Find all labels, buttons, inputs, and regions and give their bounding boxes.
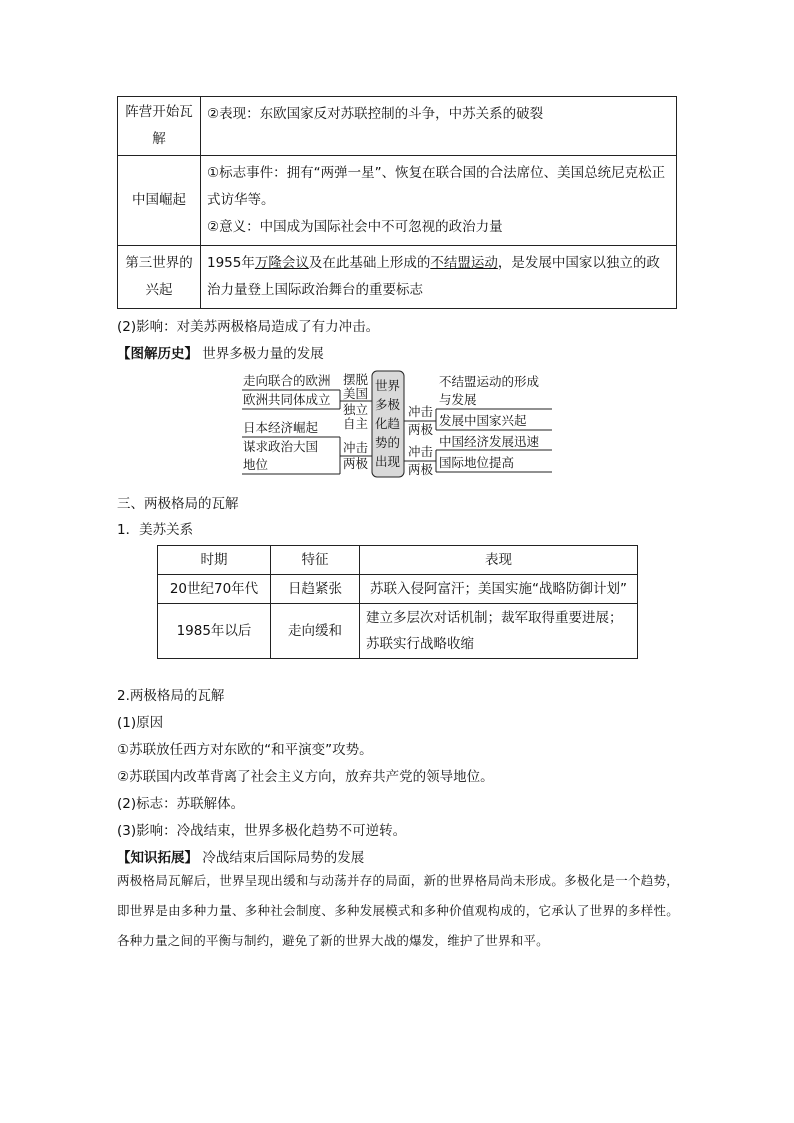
- table-row: [118, 156, 677, 246]
- text-segment: 及在此基础上形成的: [308, 255, 431, 271]
- table-cell: 建立多层次对话机制；裁军取得重要进展；苏联实行战略收缩: [360, 604, 638, 659]
- table-header-cell: 特征: [271, 546, 360, 575]
- table-us-soviet-relations: [157, 545, 638, 659]
- subsection-heading: 2.两极格局的瓦解: [117, 688, 225, 704]
- diagram-mid-1a: 摆脱: [343, 372, 369, 387]
- diagram-heading: [117, 342, 324, 362]
- diagram-right-label-2a: 冲击: [408, 444, 434, 459]
- diagram-left-4b: 地位: [243, 457, 269, 472]
- table-cell-value: [201, 97, 677, 156]
- diagram-right-3: 中国经济发展迅速: [439, 434, 540, 449]
- diagram-mid-3a: 冲击: [343, 440, 369, 455]
- cause-item: ②苏联国内改革背离了社会主义方向，放弃共产党的领导地位。: [117, 769, 494, 785]
- table-cell: 日趋紧张: [271, 575, 360, 604]
- diagram-left-1: 走向联合的欧洲: [243, 373, 331, 388]
- table-cell-key: 阵营开始瓦解: [118, 97, 201, 156]
- multipolar-diagram: [240, 368, 552, 480]
- diagram-right-4: 国际地位提高: [439, 455, 515, 470]
- heading-title: 冷战结束后国际局势的发展: [202, 850, 365, 866]
- table-cell-line: ②表现：东欧国家反对苏联控制的斗争，中苏关系的破裂: [207, 106, 544, 122]
- diagram-mid-2a: 独立: [343, 402, 369, 417]
- diagram-left-3: 日本经济崛起: [243, 420, 319, 435]
- underlined-term: 万隆会议: [254, 255, 309, 271]
- table-cell: 走向缓和: [271, 604, 360, 659]
- diagram-right-1a: 不结盟运动的形成: [439, 374, 540, 389]
- diagram-right-1b: 与发展: [439, 392, 477, 407]
- subsection-heading: 1．美苏关系: [117, 522, 194, 538]
- table-cold-war-forces: [117, 96, 677, 309]
- extension-heading: [117, 846, 364, 866]
- diagram-right-label-1b: 两极: [408, 422, 434, 437]
- cause-heading: (1)原因: [117, 715, 164, 731]
- diagram-left-4a: 谋求政治大国: [243, 439, 319, 454]
- table-row: [158, 575, 638, 604]
- impact-line: (2)影响：对美苏两极格局造成了有力冲击。: [117, 319, 380, 335]
- table-cell-line: ①标志事件：拥有“两弹一星”、恢复在联合国的合法席位、美国总统尼克松正式访华等。: [207, 165, 666, 208]
- table-cell: 苏联入侵阿富汗；美国实施“战略防御计划”: [360, 575, 638, 604]
- sign-line: (2)标志：苏联解体。: [117, 796, 245, 812]
- diagram-mid-1b: 美国: [343, 386, 369, 401]
- table-cell-key: 中国崛起: [118, 156, 201, 246]
- table-cell-value: [201, 156, 677, 246]
- text-segment: ，是发展中国家以独立的政治力量登上国际政治舞台的重要标志: [207, 255, 660, 298]
- diagram-right-label-1a: 冲击: [408, 404, 434, 419]
- table-cell: 1985年以后: [158, 604, 271, 659]
- table-cell-line: ②意义：中国成为国际社会中不可忽视的政治力量: [207, 219, 503, 235]
- heading-tag: 【图解历史】: [117, 346, 198, 362]
- table-cell: 20世纪70年代: [158, 575, 271, 604]
- text-segment: 1955年: [207, 255, 255, 271]
- diagram-center-2: 多极: [375, 397, 401, 412]
- section-heading: 三、两极格局的瓦解: [117, 496, 239, 512]
- diagram-left-2: 欧洲共同体成立: [243, 392, 331, 407]
- heading-title: 世界多极力量的发展: [202, 346, 324, 362]
- diagram-mid-3b: 两极: [343, 456, 369, 471]
- table-header-cell: 时期: [158, 546, 271, 575]
- diagram-mid-2b: 自主: [343, 416, 369, 431]
- diagram-right-2: 发展中国家兴起: [439, 413, 527, 428]
- table-header-cell: 表现: [360, 546, 638, 575]
- heading-tag: 【知识拓展】: [117, 850, 198, 866]
- diagram-center-5: 出现: [375, 454, 401, 469]
- extension-paragraph: 两极格局瓦解后，世界呈现出缓和与动荡并存的局面，新的世界格局尚未形成。多极化是一个趋势，即世界是由多种力量、多种社会制度、多种发展模式和多种价值观构成的，它承认了世界的多样性。各种力量之间的平衡与制约，避免了新的世界大战的爆发，维护了世界和平。: [117, 873, 679, 948]
- cause-item: ①苏联放任西方对东欧的“和平演变”攻势。: [117, 742, 373, 758]
- diagram-center-1: 世界: [375, 378, 401, 393]
- table-row: [118, 97, 677, 156]
- impact-line: (3)影响：冷战结束，世界多极化趋势不可逆转。: [117, 823, 407, 839]
- table-row: [158, 604, 638, 659]
- table-cell-key: 第三世界的兴起: [118, 246, 201, 309]
- diagram-right-label-2b: 两极: [408, 462, 434, 477]
- underlined-term: 不结盟运动: [430, 255, 498, 271]
- diagram-center-3: 化趋: [375, 416, 401, 431]
- table-header-row: [158, 546, 638, 575]
- table-row: [118, 246, 677, 309]
- diagram-center-4: 势的: [375, 435, 401, 450]
- table-cell-value: [201, 246, 677, 309]
